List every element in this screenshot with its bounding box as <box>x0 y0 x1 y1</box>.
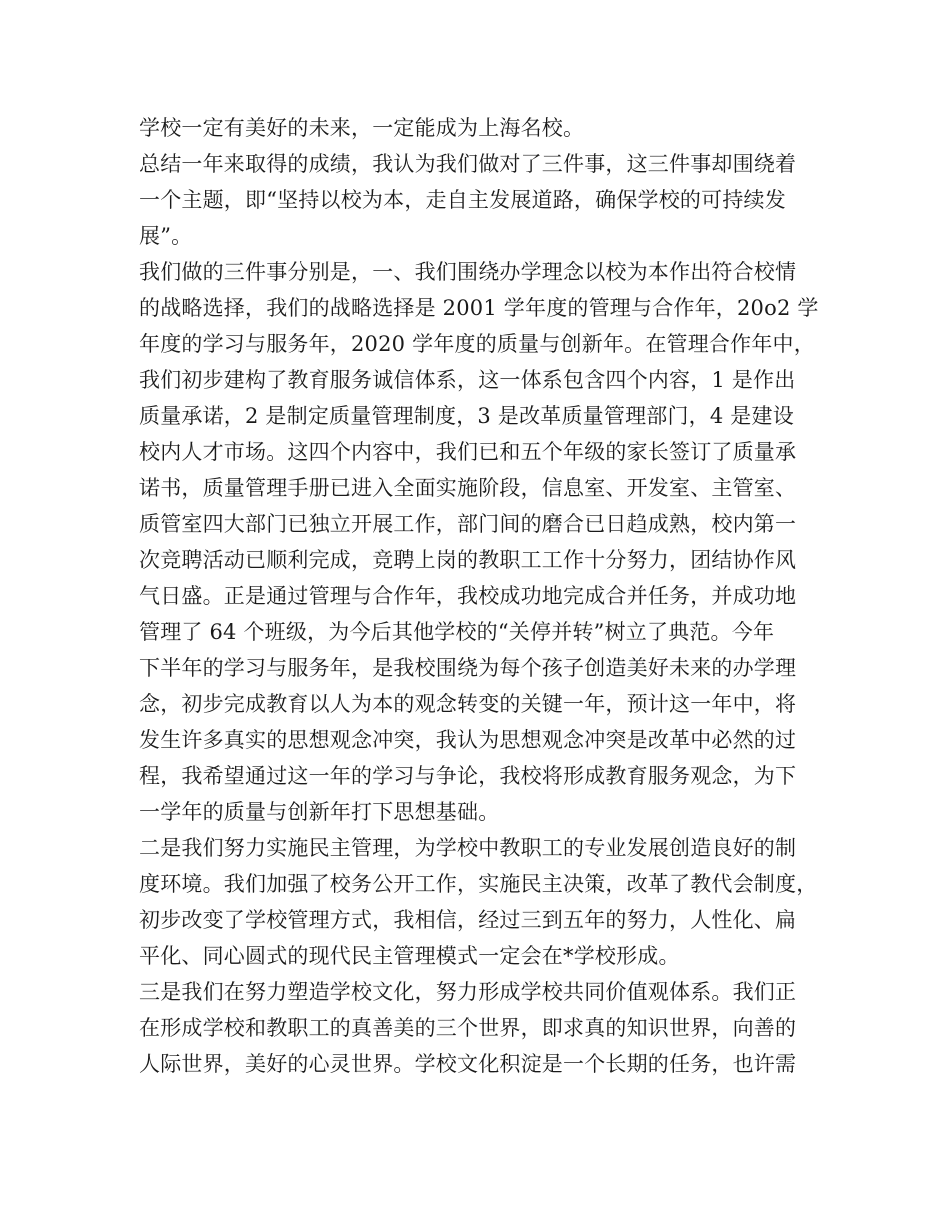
text-line: 气日盛。正是通过管理与合作年，我校成功地完成合并任务，并成功地 <box>139 584 797 608</box>
text-line: 念，初步完成教育以人为本的观念转变的关键一年，预计这一年中，将 <box>139 692 797 716</box>
text-line: 初步改变了学校管理方式，我相信，经过三到五年的努力，人性化、扁 <box>139 908 797 932</box>
text-line: 二是我们努力实施民主管理，为学校中教职工的专业发展创造良好的制 <box>139 836 797 860</box>
text-line: 一学年的质量与创新年打下思想基础。 <box>139 800 500 824</box>
text-line: 度环境。我们加强了校务公开工作，实施民主决策，改革了教代会制度， <box>139 872 818 896</box>
text-line: 总结一年来取得的成绩，我认为我们做对了三件事，这三件事却围绕着 <box>139 152 797 176</box>
text-line: 平化、同心圆式的现代民主管理模式一定会在*学校形成。 <box>139 944 680 968</box>
document-body <box>139 110 829 1082</box>
text-line: 质管室四大部门已独立开展工作，部门间的磨合已日趋成熟，校内第一 <box>139 512 797 536</box>
text-line: 人际世界，美好的心灵世界。学校文化积淀是一个长期的任务，也许需 <box>139 1052 797 1076</box>
text-line: 年度的学习与服务年，2020 学年度的质量与创新年。在管理合作年中， <box>139 332 815 356</box>
text-line: 我们做的三件事分别是，一、我们围绕办学理念以校为本作出符合校情 <box>139 260 797 284</box>
text-line: 学校一定有美好的未来，一定能成为上海名校。 <box>139 116 585 140</box>
text-line: 管理了 64 个班级，为今后其他学校的“关停并转”树立了典范。今年 <box>139 620 775 644</box>
text-line: 下半年的学习与服务年，是我校围绕为每个孩子创造美好未来的办学理 <box>139 656 797 680</box>
text-line: 校内人才市场。这四个内容中，我们已和五个年级的家长签订了质量承 <box>139 440 797 464</box>
text-line: 我们初步建构了教育服务诚信体系，这一体系包含四个内容，1 是作出 <box>139 368 796 392</box>
text-line: 展”。 <box>139 224 193 248</box>
text-line: 质量承诺，2 是制定质量管理制度，3 是改革质量管理部门，4 是建设 <box>139 404 794 428</box>
text-line: 诺书，质量管理手册已进入全面实施阶段，信息室、开发室、主管室、 <box>139 476 797 500</box>
text-line: 的战略选择，我们的战略选择是 2001 学年度的管理与合作年，20o2 学 <box>139 296 819 320</box>
text-line: 一个主题，即“坚持以校为本，走自主发展道路，确保学校的可持续发 <box>139 188 786 212</box>
text-line: 三是我们在努力塑造学校文化，努力形成学校共同价值观体系。我们正 <box>139 980 797 1004</box>
text-line: 程，我希望通过这一年的学习与争论，我校将形成教育服务观念，为下 <box>139 764 797 788</box>
text-line: 次竞聘活动已顺利完成，竞聘上岗的教职工工作十分努力，团结协作风 <box>139 548 797 572</box>
text-line: 在形成学校和教职工的真善美的三个世界，即求真的知识世界，向善的 <box>139 1016 797 1040</box>
text-line: 发生许多真实的思想观念冲突，我认为思想观念冲突是改革中必然的过 <box>139 728 797 752</box>
